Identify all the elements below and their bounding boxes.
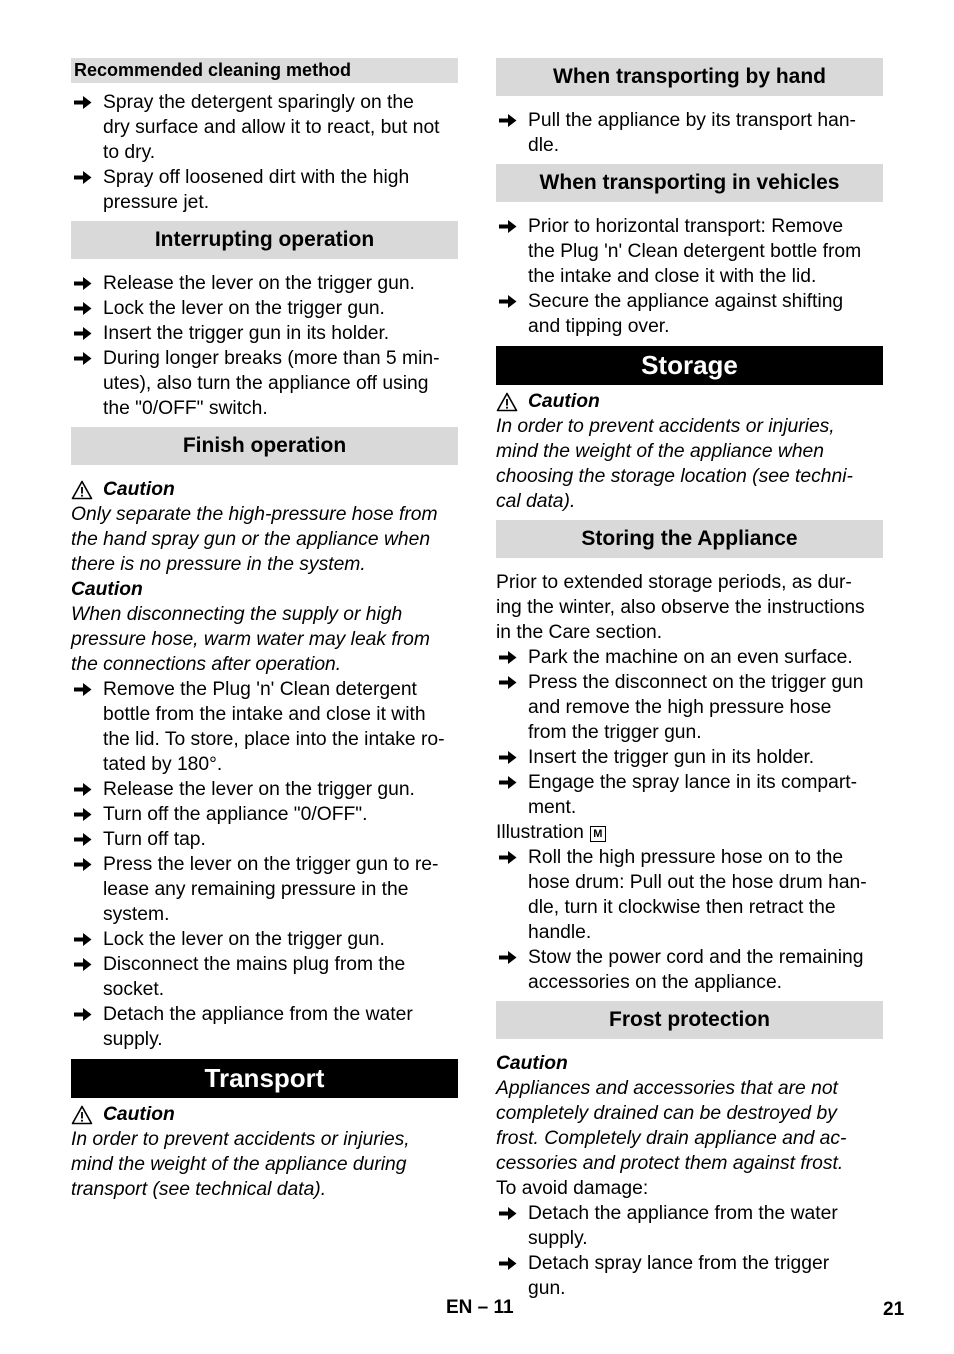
list-item-line: Spray off loosened dirt with the high: [103, 167, 410, 188]
list-item: [496, 214, 883, 289]
text-line: mind the weight of the appliance when: [496, 441, 824, 462]
arrow-right-icon: [73, 169, 93, 186]
list-item-line: Stow the power cord and the remaining: [528, 947, 864, 968]
list-item-line: Insert the trigger gun in its holder.: [528, 747, 815, 768]
list-item-line: Detach the appliance from the water: [103, 1004, 413, 1025]
caution-text: [71, 1127, 458, 1202]
caution-text: [496, 414, 883, 514]
text-line: When disconnecting the supply or high: [71, 604, 403, 625]
list-item-line: Detach spray lance from the trigger: [528, 1253, 830, 1274]
arrow-right-icon: [498, 849, 518, 866]
list-item-line: Disconnect the mains plug from the: [103, 954, 406, 975]
bullet-list: [496, 108, 883, 158]
footer-page-number: 21: [883, 1299, 905, 1320]
arrow-right-icon: [498, 1255, 518, 1272]
storing-intro-paragraph: [496, 570, 883, 645]
arrow-right-icon: [498, 949, 518, 966]
caution-title: [71, 1102, 458, 1127]
text-line: Prior to extended storage periods, as dur-: [496, 572, 852, 593]
bullet-list: [71, 90, 458, 215]
text-line: pressure hose, warm water may leak from: [71, 629, 430, 650]
list-item-line: the Plug 'n' Clean detergent bottle from: [528, 241, 862, 262]
caution-label: Caution: [103, 1104, 175, 1125]
list-item: [71, 271, 458, 296]
bullet-list: [71, 677, 458, 1052]
list-item: [496, 745, 883, 770]
list-item: [496, 770, 883, 820]
caution-text: [71, 602, 458, 677]
chapter-heading-storage: Storage: [496, 346, 883, 385]
arrow-right-icon: [498, 674, 518, 691]
bullet-list: [496, 1201, 883, 1301]
arrow-right-icon: [73, 1006, 93, 1023]
arrow-right-icon: [498, 112, 518, 129]
text-line: In order to prevent accidents or injuries,: [496, 416, 835, 437]
caution-title: [496, 1051, 883, 1076]
list-item: [71, 90, 458, 165]
list-item-line: Secure the appliance against shifting: [528, 291, 844, 312]
list-item-line: Prior to horizontal transport: Remove: [528, 216, 844, 237]
caution-label: Caution: [496, 1053, 568, 1074]
list-item-line: handle.: [528, 922, 592, 943]
list-item: [496, 108, 883, 158]
list-item: [71, 952, 458, 1002]
arrow-right-icon: [73, 831, 93, 848]
list-item: [71, 802, 458, 827]
text-line: Only separate the high-pressure hose from: [71, 504, 438, 525]
caution-text: [71, 502, 458, 577]
bullet-list: [496, 214, 883, 339]
list-item-line: ment.: [528, 797, 577, 818]
list-item: [71, 827, 458, 852]
arrow-right-icon: [73, 806, 93, 823]
avoid-damage-text: To avoid damage:: [496, 1178, 649, 1199]
arrow-right-icon: [73, 350, 93, 367]
list-item-line: Press the lever on the trigger gun to re-: [103, 854, 439, 875]
list-item-line: the "0/OFF" switch.: [103, 398, 268, 419]
text-line: there is no pressure in the system.: [71, 554, 366, 575]
text-line: mind the weight of the appliance during: [71, 1154, 407, 1175]
arrow-right-icon: [73, 681, 93, 698]
list-item-line: tated by 180°.: [103, 754, 223, 775]
list-item-line: from the trigger gun.: [528, 722, 702, 743]
arrow-right-icon: [73, 931, 93, 948]
caution-label: Caution: [528, 391, 600, 412]
arrow-right-icon: [73, 956, 93, 973]
arrow-right-icon: [498, 774, 518, 791]
list-item-line: dle, turn it clockwise then retract the: [528, 897, 836, 918]
list-item-line: lease any remaining pressure in the: [103, 879, 409, 900]
list-item-line: dry surface and allow it to react, but not: [103, 117, 440, 138]
bullet-list: [496, 845, 883, 995]
list-item-line: hose drum: Pull out the hose drum han-: [528, 872, 867, 893]
footer-page-label: EN – 11: [446, 1297, 514, 1318]
section-heading-frost-protection: Frost protection: [496, 1001, 883, 1039]
list-item: [71, 852, 458, 927]
arrow-right-icon: [498, 293, 518, 310]
list-item-line: bottle from the intake and close it with: [103, 704, 426, 725]
list-item-line: socket.: [103, 979, 165, 1000]
list-item: [71, 321, 458, 346]
list-item-line: and remove the high pressure hose: [528, 697, 832, 718]
arrow-right-icon: [73, 325, 93, 342]
list-item: [71, 1002, 458, 1052]
illustration-label: Illustration: [496, 822, 584, 843]
text-line: the hand spray gun or the appliance when: [71, 529, 431, 550]
text-line: cessories and protect them against frost.: [496, 1153, 844, 1174]
section-heading-finish-operation: Finish operation: [71, 427, 458, 465]
list-item-line: Press the disconnect on the trigger gun: [528, 672, 864, 693]
bullet-list: [71, 271, 458, 421]
right-column: [496, 58, 883, 1301]
list-item-line: Engage the spray lance in its compart-: [528, 772, 858, 793]
list-item: [496, 945, 883, 995]
caution-title: [496, 389, 883, 414]
left-column: [71, 58, 458, 1202]
section-heading-transport-in-vehicles: When transporting in vehicles: [496, 164, 883, 202]
text-line: in the Care section.: [496, 622, 663, 643]
list-item-line: Lock the lever on the trigger gun.: [103, 298, 385, 319]
text-line: frost. Completely drain appliance and ac-: [496, 1128, 847, 1149]
list-item: [71, 677, 458, 777]
list-item: [71, 777, 458, 802]
warning-triangle-icon: [496, 392, 518, 412]
text-line: Appliances and accessories that are not: [496, 1078, 838, 1099]
list-item-line: Spray the detergent sparingly on the: [103, 92, 414, 113]
caution-title: [71, 477, 458, 502]
list-item-line: Park the machine on an even surface.: [528, 647, 853, 668]
list-item-line: gun.: [528, 1278, 566, 1299]
arrow-right-icon: [498, 218, 518, 235]
list-item: [71, 296, 458, 321]
list-item-line: dle.: [528, 135, 560, 156]
list-item-line: to dry.: [103, 142, 156, 163]
warning-triangle-icon: [71, 1105, 93, 1125]
text-line: In order to prevent accidents or injuries,: [71, 1129, 410, 1150]
text-line: the connections after operation.: [71, 654, 342, 675]
list-item: [71, 346, 458, 421]
chapter-heading-transport: Transport: [71, 1059, 458, 1098]
text-line: cal data).: [496, 491, 576, 512]
caution-title: [71, 577, 458, 602]
list-item-line: Pull the appliance by its transport han-: [528, 110, 856, 131]
list-item-line: During longer breaks (more than 5 min-: [103, 348, 440, 369]
list-item-line: Insert the trigger gun in its holder.: [103, 323, 390, 344]
list-item-line: Release the lever on the trigger gun.: [103, 273, 415, 294]
section-heading-transport-by-hand: When transporting by hand: [496, 58, 883, 96]
illustration-reference: [496, 820, 883, 845]
list-item: [496, 1201, 883, 1251]
caution-label: Caution: [103, 479, 175, 500]
arrow-right-icon: [498, 749, 518, 766]
arrow-right-icon: [498, 1205, 518, 1222]
illustration-figure-ref: M: [590, 826, 606, 842]
list-item-line: pressure jet.: [103, 192, 210, 213]
list-item-line: the intake and close it with the lid.: [528, 266, 817, 287]
section-heading-interrupting-operation: Interrupting operation: [71, 221, 458, 259]
caution-text: [496, 1076, 883, 1176]
arrow-right-icon: [73, 781, 93, 798]
list-item: [496, 289, 883, 339]
text-line: completely drained can be destroyed by: [496, 1103, 837, 1124]
list-item-line: Detach the appliance from the water: [528, 1203, 838, 1224]
text-line: ing the winter, also observe the instructions: [496, 597, 865, 618]
section-heading-storing-appliance: Storing the Appliance: [496, 520, 883, 558]
list-item-line: utes), also turn the appliance off using: [103, 373, 429, 394]
list-item-line: Turn off tap.: [103, 829, 206, 850]
list-item-line: system.: [103, 904, 170, 925]
list-item-line: Roll the high pressure hose on to the: [528, 847, 844, 868]
caution-label: Caution: [71, 579, 143, 600]
list-item-line: and tipping over.: [528, 316, 670, 337]
list-item: [71, 927, 458, 952]
list-item: [71, 165, 458, 215]
warning-triangle-icon: [71, 480, 93, 500]
arrow-right-icon: [73, 94, 93, 111]
list-item: [496, 1251, 883, 1301]
list-item-line: Remove the Plug 'n' Clean detergent: [103, 679, 417, 700]
arrow-right-icon: [73, 300, 93, 317]
list-item-line: supply.: [528, 1228, 588, 1249]
list-item: [496, 670, 883, 745]
list-item-line: Release the lever on the trigger gun.: [103, 779, 415, 800]
arrow-right-icon: [73, 275, 93, 292]
list-item-line: the lid. To store, place into the intake ro-: [103, 729, 445, 750]
bullet-list: [496, 645, 883, 820]
list-item-line: accessories on the appliance.: [528, 972, 783, 993]
list-item-line: Turn off the appliance "0/OFF".: [103, 804, 368, 825]
list-item-line: supply.: [103, 1029, 163, 1050]
list-item: [496, 845, 883, 945]
section-heading-recommended-cleaning: Recommended cleaning method: [71, 58, 458, 83]
list-item-line: Lock the lever on the trigger gun.: [103, 929, 385, 950]
arrow-right-icon: [498, 649, 518, 666]
list-item: [496, 645, 883, 670]
text-line: transport (see technical data).: [71, 1179, 327, 1200]
text-line: choosing the storage location (see techni-: [496, 466, 853, 487]
arrow-right-icon: [73, 856, 93, 873]
